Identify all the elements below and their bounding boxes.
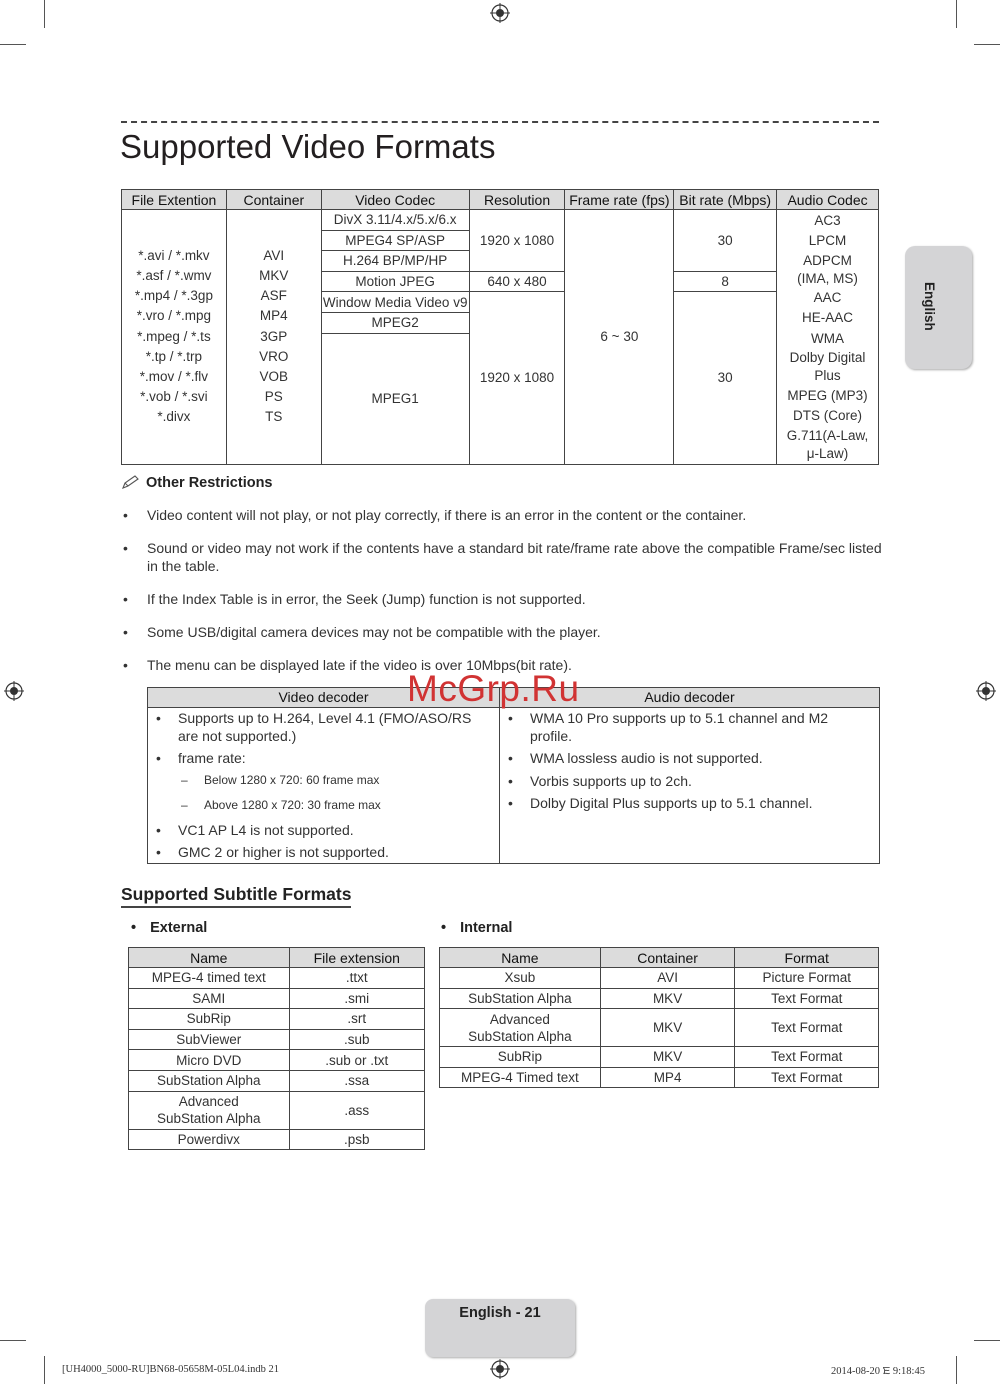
list-item: • If the Index Table is in error, the Seek (Jump) function is not supported. [122, 591, 882, 609]
video-decoder-header: Video decoder [148, 688, 500, 708]
header-frame-rate: Frame rate (fps) [565, 190, 674, 210]
registration-mark-icon [4, 681, 24, 701]
restrictions-list [122, 507, 882, 690]
header-name: Name [129, 948, 290, 968]
table-cell: .psb [289, 1129, 424, 1150]
audio-codec-item: HE-AAC [802, 310, 854, 326]
pencil-note-icon [122, 475, 140, 489]
list-item: • Sound or video may not work if the contents have a standard bit rate/frame rate above the compatible Frame/sec listed in the table. [122, 540, 882, 575]
table-row [129, 988, 425, 1009]
container-item: PS [264, 389, 283, 405]
side-tab-label: English [922, 282, 937, 331]
crop-mark [956, 0, 957, 28]
list-item: • VC1 AP L4 is not supported. [148, 822, 499, 840]
codec-cell: Window Media Video v9 [321, 292, 469, 313]
table-row [440, 988, 879, 1009]
internal-subtitle-table [439, 947, 879, 1088]
page-title: Supported Video Formats [120, 128, 496, 165]
container-item: 3GP [260, 328, 288, 344]
audio-codec-item: Plus [814, 368, 841, 384]
header-resolution: Resolution [469, 190, 565, 210]
audio-codec-item: AC3 [814, 213, 841, 229]
crop-mark [974, 1340, 1000, 1341]
table-cell: Text Format [735, 1047, 879, 1068]
table-cell: MKV [600, 988, 735, 1009]
table-row [440, 1047, 879, 1068]
header-container: Container [226, 190, 321, 210]
extension-item: *.vro / *.mpg [136, 308, 212, 324]
header-file-extension: File Extention [122, 190, 227, 210]
page-number: English - 21 [425, 1299, 575, 1357]
header-name: Name [440, 948, 601, 968]
table-cell: SubStation Alpha [440, 988, 601, 1009]
codec-cell: DivX 3.11/4.x/5.x/6.x [321, 210, 469, 231]
video-formats-table [121, 189, 879, 465]
external-subtitle-table [128, 947, 425, 1150]
table-row [440, 968, 879, 989]
list-item: • frame rate: [148, 750, 499, 768]
table-header-row [122, 190, 879, 210]
other-restrictions-label: Other Restrictions [146, 475, 273, 491]
list-item: • GMC 2 or higher is not supported. [148, 844, 499, 862]
bit-rate-cell: 8 [674, 271, 777, 292]
table-cell: Picture Format [735, 968, 879, 989]
container-list [226, 210, 321, 465]
codec-cell: MPEG2 [321, 312, 469, 333]
subtitle-section-title: Supported Subtitle Formats [121, 884, 351, 908]
audio-codec-item: MPEG (MP3) [787, 388, 868, 404]
header-video-codec: Video Codec [321, 190, 469, 210]
audio-codec-item: (IMA, MS) [797, 271, 858, 287]
table-cell: MPEG-4 timed text [129, 968, 290, 989]
extension-item: *.asf / *.wmv [136, 268, 212, 284]
table-row [129, 1009, 425, 1030]
table-cell: Advanced SubStation Alpha [440, 1009, 601, 1047]
audio-decoder-header: Audio decoder [500, 688, 879, 708]
table-cell: SubStation Alpha [129, 1070, 290, 1091]
table-cell: Micro DVD [129, 1050, 290, 1071]
crop-mark [956, 1356, 957, 1384]
crop-mark [0, 44, 26, 45]
extension-list [122, 210, 227, 465]
table-cell: Text Format [735, 988, 879, 1009]
registration-mark-icon [490, 3, 510, 23]
audio-codec-item: μ-Law) [806, 446, 849, 462]
bit-rate-cell: 30 [674, 210, 777, 272]
extension-item: *.vob / *.svi [140, 389, 208, 405]
extension-item: *.mov / *.flv [139, 369, 209, 385]
list-item: • Dolby Digital Plus supports up to 5.1 channel. [500, 795, 879, 813]
list-item: • WMA 10 Pro supports up to 5.1 channel and M2 profile. [500, 710, 879, 745]
registration-mark-icon [490, 1359, 510, 1379]
table-cell: AVI [600, 968, 735, 989]
table-cell: MKV [600, 1047, 735, 1068]
table-cell: Advanced SubStation Alpha [129, 1091, 290, 1129]
video-decoder-column [148, 708, 500, 863]
list-item: – Below 1280 x 720: 60 frame max [148, 772, 499, 789]
dashed-rule [121, 121, 879, 123]
table-cell: .ass [289, 1091, 424, 1129]
codec-cell: H.264 BP/MP/HP [321, 251, 469, 272]
list-item: • Vorbis supports up to 2ch. [500, 773, 879, 791]
audio-codec-item: WMA [811, 331, 845, 347]
crop-mark [0, 1340, 26, 1341]
list-item: • The menu can be displayed late if the video is over 10Mbps(bit rate). [122, 657, 882, 675]
table-cell: SubRip [129, 1009, 290, 1030]
table-header-row [129, 948, 425, 968]
audio-codec-item: LPCM [808, 232, 847, 248]
audio-codec-item: AAC [813, 290, 842, 306]
table-cell: .sub [289, 1029, 424, 1050]
table-row [129, 1050, 425, 1071]
table-cell: .smi [289, 988, 424, 1009]
resolution-cell: 1920 x 1080 [469, 292, 565, 464]
list-item: • Video content will not play, or not play correctly, if there is an error in the content or the container. [122, 507, 882, 525]
container-item: MKV [259, 268, 289, 284]
bit-rate-cell: 30 [674, 292, 777, 464]
table-cell: Xsub [440, 968, 601, 989]
audio-codec-item: ADPCM [803, 252, 852, 268]
header-container: Container [600, 948, 735, 968]
audio-decoder-column [500, 708, 879, 863]
language-side-tab [905, 246, 972, 369]
extension-item: *.mpeg / *.ts [137, 328, 211, 344]
codec-cell: Motion JPEG [321, 271, 469, 292]
container-item: VRO [259, 348, 289, 364]
decoder-table [147, 687, 880, 864]
resolution-cell: 1920 x 1080 [469, 210, 565, 272]
header-format: Format [735, 948, 879, 968]
container-item: VOB [259, 369, 289, 385]
extension-item: *.avi / *.mkv [138, 247, 210, 263]
audio-codec-item: Dolby Digital [789, 350, 866, 366]
table-row [129, 1070, 425, 1091]
table-cell: SubRip [440, 1047, 601, 1068]
list-item: • Supports up to H.264, Level 4.1 (FMO/ASO/RS are not supported.) [148, 710, 499, 745]
audio-codec-list [777, 210, 879, 465]
table-row [440, 1009, 879, 1047]
container-item: MP4 [259, 308, 288, 324]
table-cell: Powerdivx [129, 1129, 290, 1150]
external-label: • External [131, 920, 207, 936]
table-row [129, 1029, 425, 1050]
frame-rate-cell: 6 ~ 30 [565, 210, 674, 465]
codec-cell: MPEG1 [321, 333, 469, 464]
table-cell: Text Format [735, 1009, 879, 1047]
table-cell: .sub or .txt [289, 1050, 424, 1071]
header-audio-codec: Audio Codec [777, 190, 879, 210]
codec-cell: MPEG4 SP/ASP [321, 230, 469, 251]
footer-file-info: [UH4000_5000-RU]BN68-05658M-05L04.indb 21 [62, 1364, 279, 1375]
header-file-extension: File extension [289, 948, 424, 968]
audio-codec-item: G.711(A-Law, [786, 428, 869, 444]
header-bit-rate: Bit rate (Mbps) [674, 190, 777, 210]
table-cell: MKV [600, 1009, 735, 1047]
container-item: ASF [260, 288, 287, 304]
table-cell: SAMI [129, 988, 290, 1009]
resolution-cell: 640 x 480 [469, 271, 565, 292]
table-cell: SubViewer [129, 1029, 290, 1050]
table-cell: .ssa [289, 1070, 424, 1091]
table-header-row [440, 948, 879, 968]
registration-mark-icon [976, 681, 996, 701]
list-item: • Some USB/digital camera devices may not be compatible with the player. [122, 624, 882, 642]
extension-item: *.divx [157, 409, 191, 425]
table-cell: Text Format [735, 1067, 879, 1088]
table-row [129, 1129, 425, 1150]
table-row [129, 968, 425, 989]
other-restrictions-heading [122, 475, 273, 491]
table-row [129, 1091, 425, 1129]
table-cell: .srt [289, 1009, 424, 1030]
table-cell: MPEG-4 Timed text [440, 1067, 601, 1088]
container-item: TS [265, 409, 283, 425]
list-item: – Above 1280 x 720: 30 frame max [148, 797, 499, 814]
audio-codec-item: DTS (Core) [793, 408, 863, 424]
crop-mark [44, 0, 45, 28]
extension-item: *.mp4 / *.3gp [134, 288, 213, 304]
crop-mark [44, 1356, 45, 1384]
crop-mark [974, 44, 1000, 45]
container-item: AVI [263, 247, 285, 263]
footer-timestamp: 2014-08-20 ꯐ 9:18:45 [831, 1366, 925, 1377]
internal-label: • Internal [441, 920, 512, 936]
table-row [440, 1067, 879, 1088]
list-item: • WMA lossless audio is not supported. [500, 750, 879, 768]
watermark: McGrp.Ru [407, 668, 580, 709]
extension-item: *.tp / *.trp [145, 348, 203, 364]
table-cell: MP4 [600, 1067, 735, 1088]
table-cell: .ttxt [289, 968, 424, 989]
